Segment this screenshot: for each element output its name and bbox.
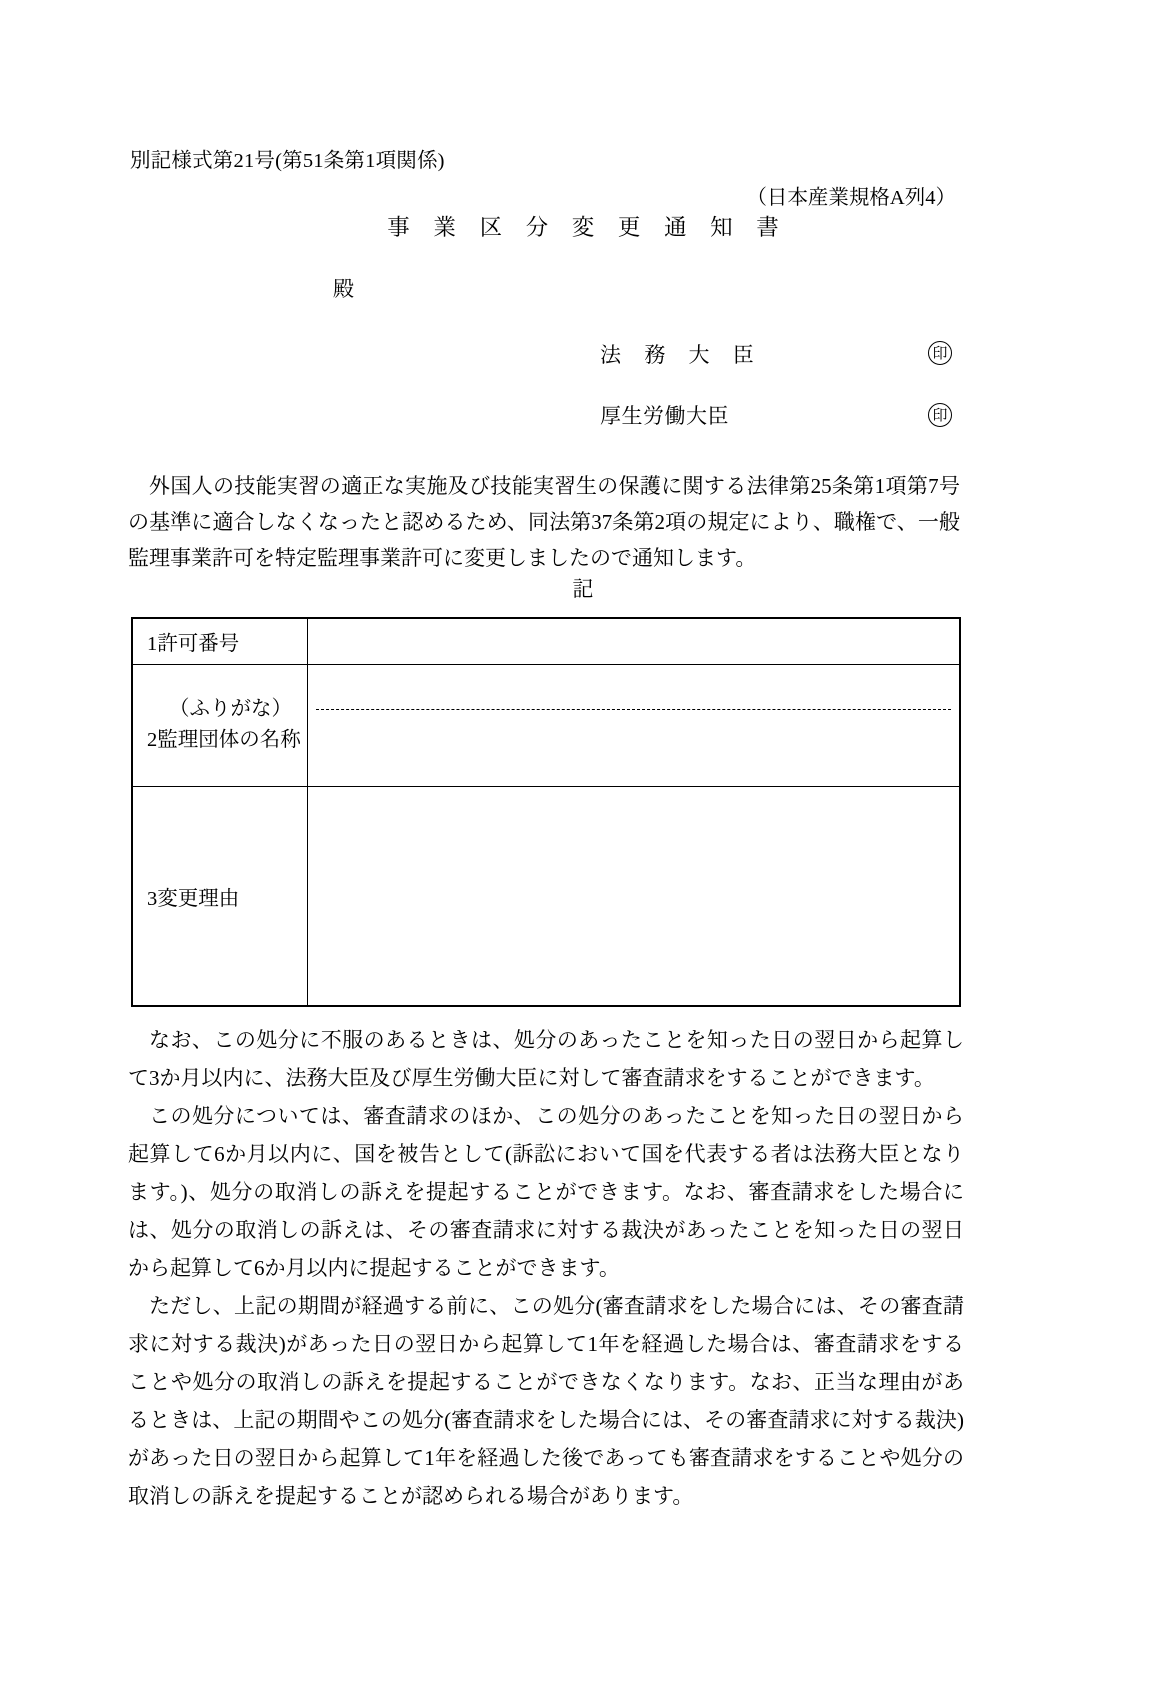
signer-minister-of-justice: 法 務 大 臣	[600, 343, 763, 367]
value-change-reason[interactable]	[307, 786, 960, 1006]
table-row-change-reason	[132, 786, 960, 1006]
addressee-honorific: 殿	[333, 277, 354, 301]
appeal-paragraph-1: なお、この処分に不服のあるときは、処分のあったことを知った日の翌日から起算して3か月以内に、法務大臣及び厚生労働大臣に対して審査請求をすることができます。	[128, 1028, 964, 1090]
label-organization-name	[132, 664, 307, 786]
appeal-rights-section	[128, 1021, 964, 1515]
label-change-reason: 3変更理由	[132, 786, 307, 1006]
label-organization-name-text: 2監理団体の名称	[147, 729, 301, 751]
form-number: 別記様式第21号(第51条第1項関係)	[130, 150, 445, 172]
main-notification-paragraph: 外国人の技能実習の適正な実施及び技能実習生の保護に関する法律第25条第1項第7号の基準に適合しなくなったと認めるため、同法第37条第2項の規定により、職権で、一般監理事業許可を特定監理事業許可に変更しましたので通知します。	[128, 474, 960, 570]
label-permit-number: 1許可番号	[132, 618, 307, 664]
appeal-paragraph-2: この処分については、審査請求のほか、この処分のあったことを知った日の翌日から起算して6か月以内に、国を被告として(訴訟において国を代表する者は法務大臣となります。)、処分の取消しの訴えを提起することができます。なお、審査請求をした場合には、処分の取消しの訴えは、その審査請求に対する裁決があったことを知った日の翌日から起算して6か月以内に提起することができます。	[128, 1104, 964, 1280]
page-title: 事 業 区 分 変 更 通 知 書	[387, 215, 788, 240]
table-row-permit-number	[132, 618, 960, 664]
seal-icon-minister-of-health-labour-welfare: 印	[928, 403, 952, 427]
label-furigana: （ふりがな）	[169, 698, 292, 720]
appeal-paragraph-3: ただし、上記の期間が経過する前に、この処分(審査請求をした場合には、その審査請求に対する裁決)があった日の翌日から起算して1年を経過した場合は、審査請求をすることや処分の取消しの訴えを提起することができなくなります。なお、正当な理由があるときは、上記の期間やこの処分(審査請求をした場合には、その審査請求に対する裁決)があった日の翌日から起算して1年を経過した後であっても審査請求をすることや処分の取消しの訴えを提起することが認められる場合があります。	[128, 1294, 964, 1508]
paper-size-note: （日本産業規格A列4）	[746, 187, 956, 209]
notification-details-table	[131, 617, 961, 1007]
value-organization-name[interactable]	[307, 664, 960, 786]
signer-minister-of-health-labour-welfare: 厚生労働大臣	[600, 404, 729, 428]
table-row-organization-name	[132, 664, 960, 786]
seal-icon-minister-of-justice: 印	[928, 341, 952, 365]
kioku-marker: 記	[572, 577, 594, 601]
furigana-dotted-divider	[316, 709, 952, 710]
value-permit-number[interactable]	[307, 618, 960, 664]
